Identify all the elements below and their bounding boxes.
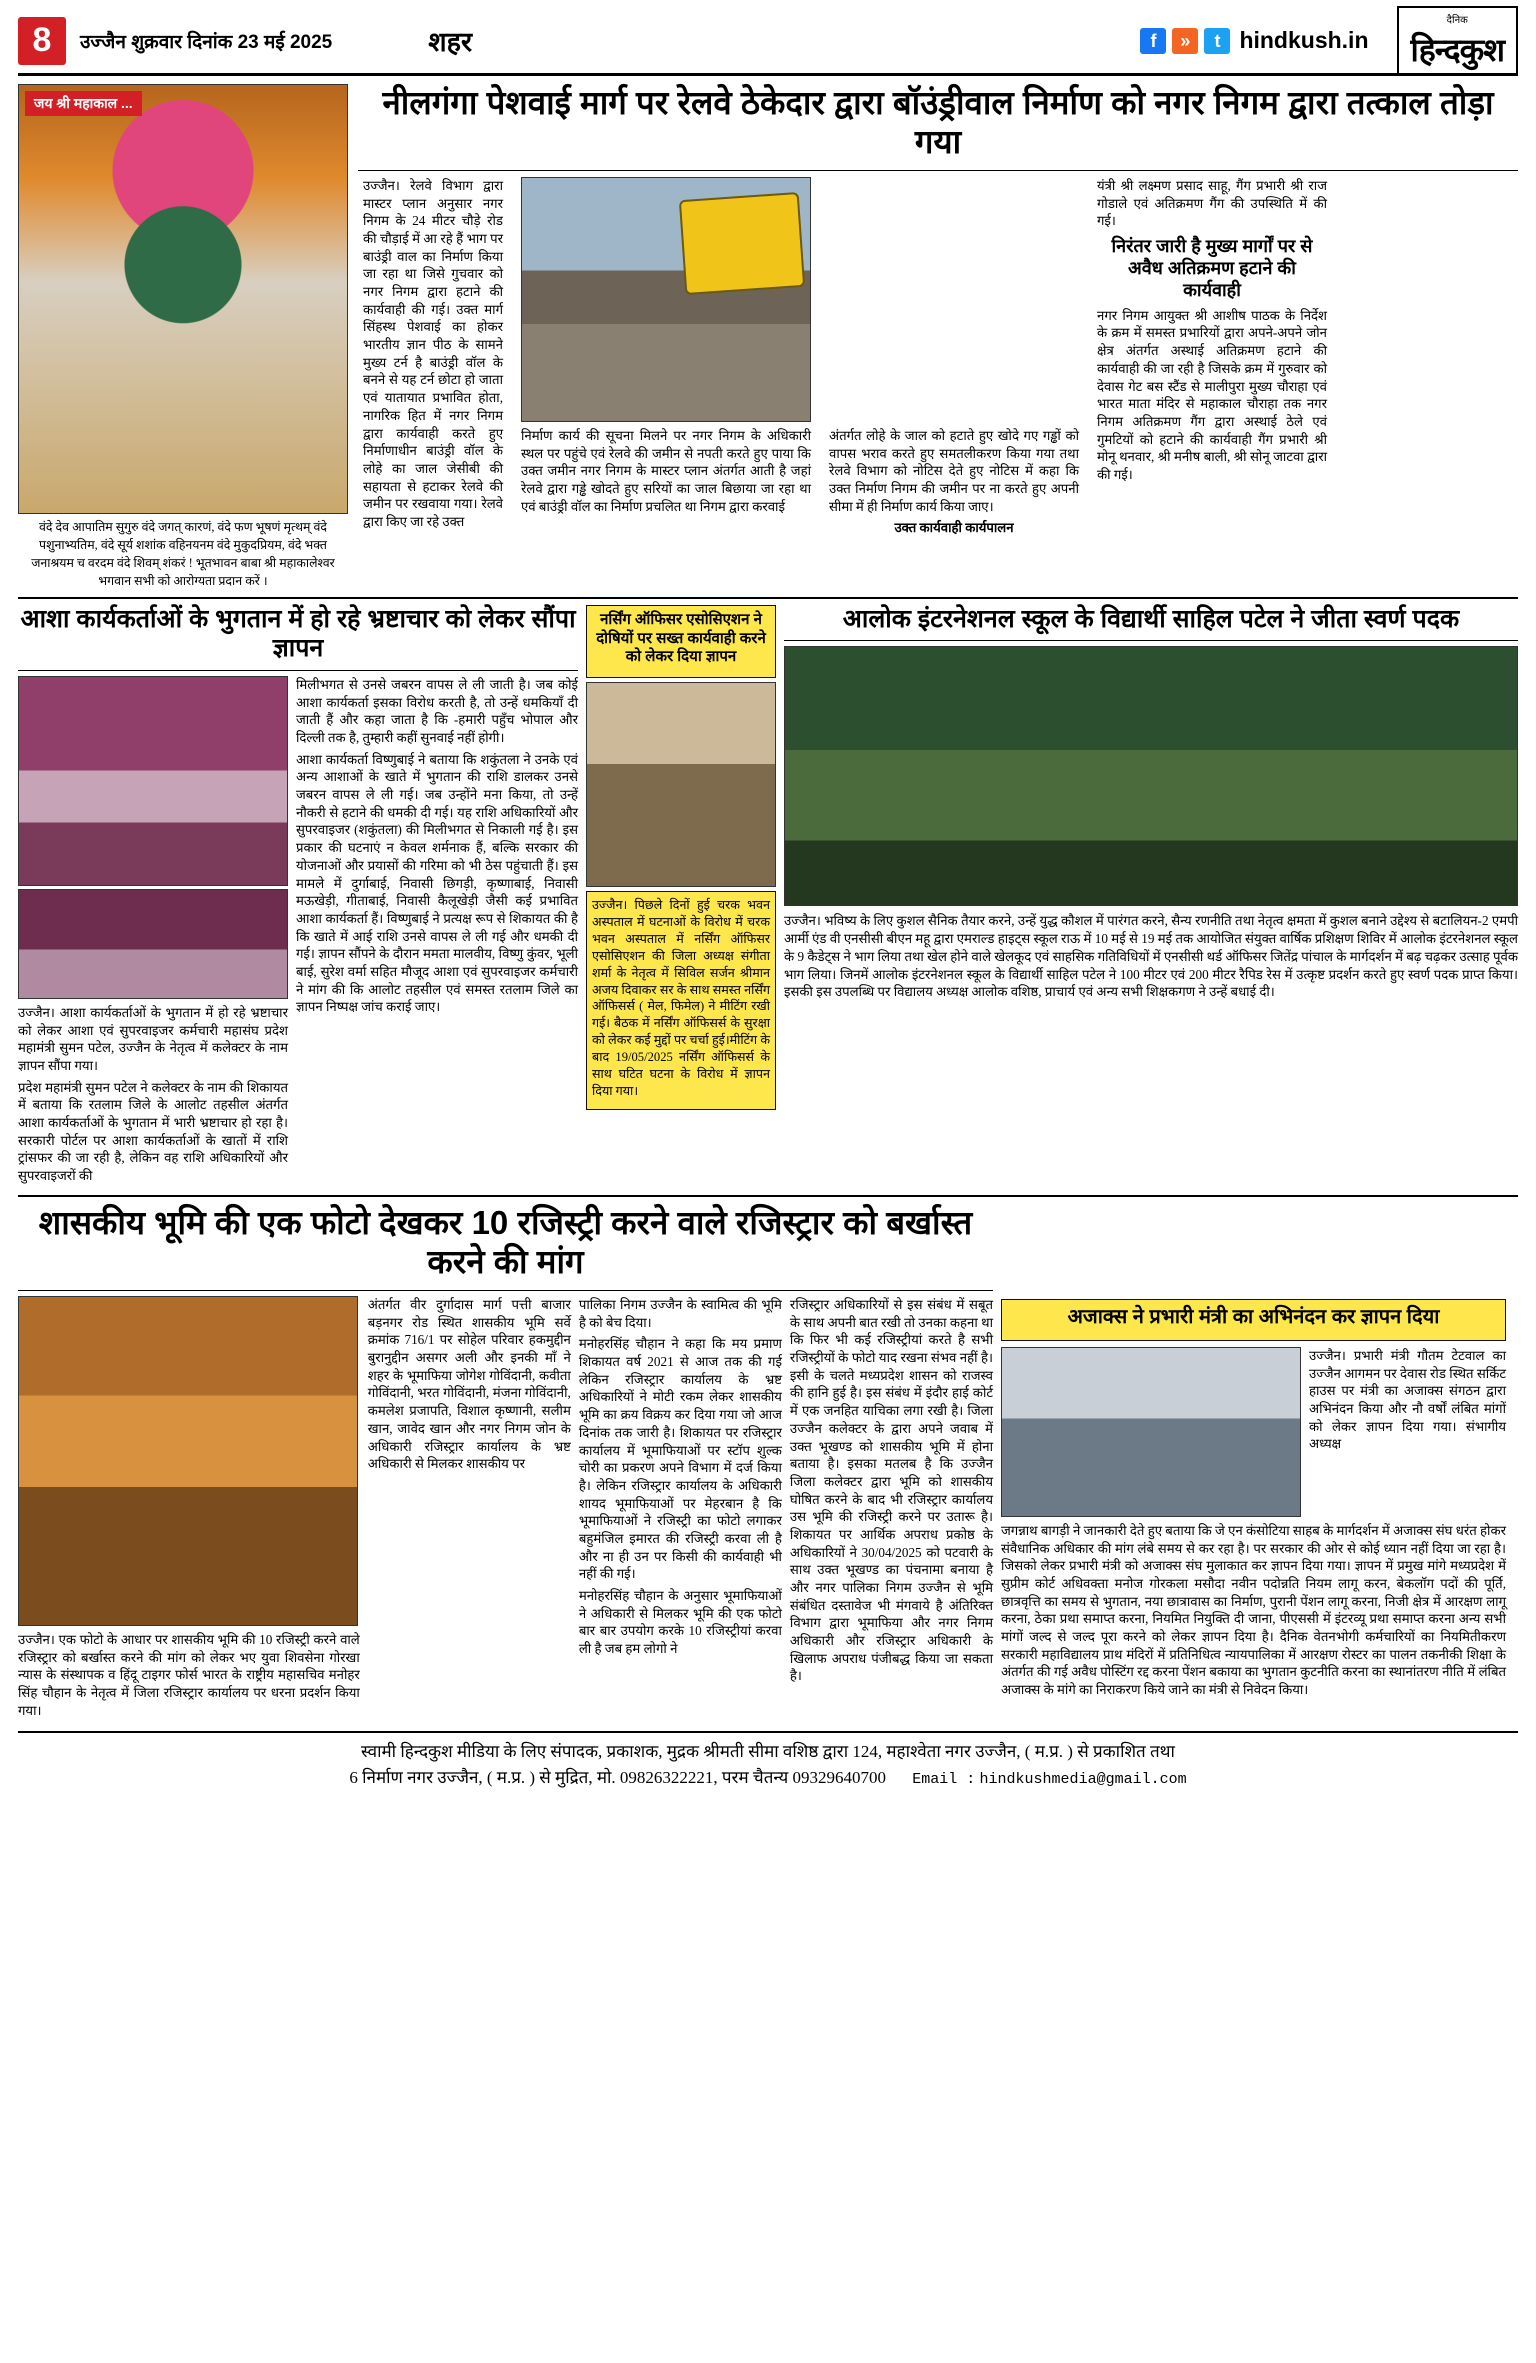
lead-paragraph: नगर निगम आयुक्त श्री आशीष पाठक के निर्देश के क्रम में समस्त प्रभारियों द्वारा अपने-अपने जोन क्षेत्र अंतर्गत अस्थाई अतिक्रमण हटाने की कार्यवाही की जा रही है जिसके क्रम में गुरुवार को देवास गेट बस स्टैंड से मालीपुरा मुख्य चौराहा एवं भारत माता मंदिर से महाकाल चौराहा तक नगर निगम अतिक्रमण गैंग द्वारा अस्थाई ठेले एवं गुमटियों को हटाने की कार्यवाही गैंग प्रभारी श्री मोनू थनवार, श्री मनीष बाली, श्री सोनू जाटवा द्वारा की गई। <box>1097 307 1327 482</box>
registry-story <box>18 1203 993 1724</box>
ajaks-story <box>1001 1203 1506 1724</box>
lead-col-4 <box>1092 177 1332 541</box>
lead-col-1 <box>358 177 508 541</box>
logo-title: हिन्दकुश <box>1410 32 1504 68</box>
school-photo <box>784 646 1518 906</box>
nursing-headline: नर्सिंग ऑफिसर एसोसिएशन ने दोषियों पर सख्त कार्यवाही करने को लेकर दिया ज्ञापन <box>596 610 766 666</box>
nursing-highlight-box <box>586 605 776 678</box>
ajaks-photo-column <box>1001 1347 1301 1517</box>
registry-paragraph: उज्जैन। एक फोटो के आधार पर शासकीय भूमि की 10 रजिस्ट्री करने वाले रजिस्ट्रार को बर्खास्त करने की मांग को लेकर भए युवा शिवसेना गोरखा न्यास के संस्थापक व हिंदू टाइगर फोर्स भारत के राष्ट्रीय महासचिव मनोहर सिंह चौहान के नेतृत्व में जिला रजिस्ट्रार कार्यालय पर धरना प्रदर्शन किया गया। <box>18 1632 360 1718</box>
rss-icon[interactable]: » <box>1172 28 1198 54</box>
page-footer <box>18 1731 1518 1791</box>
page-number: 8 <box>18 17 66 65</box>
registry-paragraph: रजिस्ट्रार अधिकारियों से इस संबंध में सबूत के साथ अपनी बात रखी तो उनका कहना था कि फिर भी कई रजिस्ट्रीयां करते है सभी रजिस्ट्रीयों के फोटो याद रखना संभव नहीं है। इसी के चलते मध्यप्रदेश शासन को राजस्व की हानि हुई है। इस संबंध में इंदौर हाई कोर्ट में एक जनहित याचिका लगा रखी है। जिला उज्जैन कलेक्टर के द्वारा अपने जवाब में उक्त भूखण्ड को शासकीय भूमि में होना बताया है। इसका मतलब है कि उज्जैन जिला कलेक्टर द्वारा भूमि को शासकीय घोषित करने के बाद भी रजिस्ट्रार कार्यालय उस भूमि की रजिस्ट्री करने पर उतारू है। शिकायत पर आर्थिक अपराध प्रकोष्ठ के अधिकारियों ने 30/04/2025 को पटवारी के साथ उक्त भूखण्ड का पंचनामा बनाया है और नगर पालिका निगम उज्जैन से भूमि संबंधित दस्तावेज भी मंगवाये है अंतिरिक्त विभाग द्वारा भूमाफिया और नगर निगम अधिकारी और रजिस्ट्रार अधिकारी के खिलाफ अपराध पंजीबद्ध किया जा सकता है। <box>789 1297 993 1684</box>
lead-paragraph: उज्जैन। रेलवे विभाग द्वारा मास्टर प्लान अनुसार नगर निगम के 24 मीटर चौड़े रोड की चौड़ाई में आ रहे हैं भाग पर बाउंड्री वाल का निर्माण किया जा रहा था जिसे गुचवार को नगर निगम द्वारा हटाने की कार्यवाही की गई। उक्त मार्ग सिंहस्थ पेशवाई का होकर भारतीय ज्ञान पीठ के सामने मुख्य टर्न है बाउंड्री वॉल के बनने से यह टर्न छोटा हो जाता एवं यातायात प्रभावित होता, नागरिक हित में नगर निगम द्वारा कार्यवाही करते हुए निर्माणाधीन बाउंड्री वॉल के लोहे का जाल जेसीबी की सहायता से हटाकर रेलवे की जमीन पर रखवाया गया। रेलवे द्वारा किए जा रहे उक्त <box>363 177 503 529</box>
lead-subheadline: निरंतर जारी है मुख्य मार्गों पर से अवैध अतिक्रमण हटाने की कार्यवाही <box>1111 235 1313 300</box>
devotional-verse: वंदे देव आपातिम सुगुरु वंदे जगत् कारणं, वंदे फण भूषणं मृत्थम् वंदे पशुनाभ्यतिम, वंदे सूर्य शशांक वहिनयनम वंदे मुकुदप्रियम, वंदे भक्त जनाश्रयम च वरदम वंदे शिवम् शंकरं ! भूतभावन बाबा श्री महाकालेश्वर भगवान सभी को आरोग्यता प्रदान करें । <box>31 520 335 588</box>
registry-paragraph: पालिका निगम उज्जैन के स्वामित्व की भूमि है को बेच दिया। <box>578 1297 782 1330</box>
registry-col-2 <box>368 1296 571 1723</box>
masthead-section: शहर <box>428 27 472 57</box>
footer-line-1: स्वामी हिन्दकुश मीडिया के लिए संपादक, प्रकाशक, मुद्रक श्रीमती सीमा वशिष्ठ द्वारा 124, महाश्वेता नगर उज्जैन, ( म.प्र. ) से प्रकाशित तथा <box>361 1742 1175 1762</box>
registry-paragraph: मनोहरसिंह चौहान ने कहा कि मय प्रमाण शिकायत वर्ष 2021 से आज तक की गई लेकिन रजिस्ट्रार कार्यालय के भ्रष्ट अधिकारियों ने मोटी रकम लेकर शासकीय भूमि का क्रय विक्रय कर दिया गया जो आज दिनांक तक जारी है। शिकायत पर रजिस्ट्रार कार्यालय में भूमाफियाओं पर स्टॉप शुल्क चोरी का प्रकरण अपने विभाग में दर्ज किया है। लेकिन रजिस्ट्रार कार्यालय के अधिकारी शायद भूमाफियाओं पर मेहरबान है कि भूमाफियाओं ने रजिस्ट्री का फोटो लगाकर बहुमंजिल इमारत की रजिस्ट्री करवा ली है और ना ही उन पर किसी की कार्यवाही भी नहीं की गई। <box>578 1336 782 1582</box>
footer-line-2: 6 निर्माण नगर उज्जैन, ( म.प्र. ) से मुद्रित, मो. 09826322221, परम चैतन्य 09329640700 <box>349 1767 887 1787</box>
masthead-date: उज्जैन शुक्रवार दिनांक 23 मई 2025 <box>80 31 333 53</box>
logo-sub-label: दैनिक <box>1446 15 1468 26</box>
registry-col-1 <box>18 1296 360 1723</box>
nursing-body-box <box>586 891 776 1110</box>
registry-photo <box>18 1296 358 1626</box>
mahakal-photo <box>18 84 348 514</box>
lead-paragraph: यंत्री श्री लक्ष्मण प्रसाद साहू, गैंग प्रभारी श्री राज गोडाले एवं अतिक्रमण गैंग की उपस्थिति में की गई। <box>1097 177 1327 229</box>
registry-paragraph: मनोहरसिंह चौहान के अनुसार भूमाफियाओं ने अधिकारी से मिलकर भूमि की एक फोटो बार बार उपयोग करके 10 रजिस्ट्रीयां करवा ली है जब हम लोगो ने <box>578 1588 782 1657</box>
masthead <box>18 14 1518 76</box>
website-url[interactable]: hindkush.in <box>1239 27 1369 53</box>
nursing-photo <box>586 682 776 887</box>
second-row <box>18 605 1518 1189</box>
registry-col-3 <box>579 1296 782 1723</box>
school-headline: आलोक इंटरनेशनल स्कूल के विद्यार्थी साहिल पटेल ने जीता स्वर्ण पदक <box>842 604 1460 633</box>
ajaks-headline: अजाक्स ने प्रभारी मंत्री का अभिनंदन कर ज्ञापन दिया <box>1067 1305 1440 1328</box>
nursing-story <box>586 605 776 1189</box>
lead-paragraph-tail: उक्त कार्यवाही कार्यपालन <box>894 520 1014 536</box>
lead-text-column <box>358 84 1518 591</box>
publication-logo <box>1397 6 1519 75</box>
footer-email-label: Email : <box>912 1770 976 1788</box>
ajaks-paragraph: जगन्नाथ बागड़ी ने जानकारी देते हुए बताया कि जे एन कंसोटिया साहब के मार्गदर्शन में अजाक्स संघ धरंत होकर संवैधानिक अधिकार की मांग लंबे समय से कर रहा है। पर सरकार की ओर से कोई ध्यान नहीं दिया जा रहा है। जिसको लेकर प्रभारी मंत्री को अजाक्स संघ मुलाकात कर ज्ञापन दिया गया। ज्ञापन में प्रमुख मांगे मध्यप्रदेश में सुप्रीम कोर्ट अधिवक्ता मनोज गोरकला मसौदा नवीन पदोन्नति नियम लागू करन, बेकलॉग पदों की पूर्ति, छात्रवृत्ति का समय से भुगतान, नया छात्रावास का निर्माण, पुरानी पेंशन लागू करना, निजी क्षेत्र में आरक्षण लागू करना, ठेका प्रथा समाप्त करना, नियमित नियुक्ति दी जाना, पीएससी में इंटरव्यू प्रथा समाप्त करना अन्य सभी मांगों जल्द से जल्द पूरा करने को लेकर ज्ञापन दिया है। दैनिक वेतनभोगी कर्मचारियों का नियमितीकरण सरकारी महाविद्यालय प्राथ मंदिरों में प्रतिनिधित्व न्यायपालिका में आरक्षण रोस्टर का पालन तकनीकी शिक्षा के अंतर्गत की गई अवैध पोस्टिंग रद्द करना पेंशन बकाया का भुगतान कुटनीति करना का स्थानांतरण नीति में लंबित अजाक्स के मांगे का निराकरण किये जाने का मंत्री से निवेदन किया। <box>1001 1522 1506 1697</box>
demolition-photo <box>521 177 811 422</box>
asha-paragraph: मिलीभगत से उनसे जबरन वापस ले ली जाती है। जब कोई आशा कार्यकर्ता इसका विरोध करती है, तो उन्हें धमकियाँ दी जाती हैं और कहा जाता है कि -हमारी पहुँच भोपाल और दिल्ली तक है, तुम्हारी कहीं सुनवाई नहीं होगी। <box>296 676 578 745</box>
nursing-paragraph: उज्जैन। पिछले दिनों हुई चरक भवन अस्पताल में घटनाओं के विरोध में चरक भवन अस्पताल में नर्सिंग ऑफिसर एसोसिएशन की जिला अध्यक्ष संगीता शर्मा के नेतृत्व में सिविल सर्जन श्रीमान अजय दिवाकर सर के साथ समस्त नर्सिंग ऑफिसर्स ( मेल, फिमेल) ने मीटिंग रखी गई। बैठक में नर्सिंग ऑफिसर्स के सुरक्षा को लेकर कई मुद्दों पर चर्चा हुई।मीटिंग के बाद 19/05/2025 नर्सिंग ऑफिसर्स के साथ घटित घटना के विरोध में ज्ञापन दिया गया। <box>592 898 770 1098</box>
registry-paragraph: अंतर्गत वीर दुर्गादास मार्ग पत्ती बाजार बड़नगर रोड स्थित शासकीय भूमि सर्वे क्रमांक 716/1 पर सोहेल परिवार हकमुद्दीन बुरानुद्दीन असगर अली और इनकी माँ ने शहर के भूमाफिया जोगेश गोविंदानी, कवीता गोविंदानी, भरत गोविंदानी, मंजना गोविंदानी, कमलेश प्रजापति, विशाल कृष्णानी, सलीम खान, जावेद खान और नगर निगम जोन के अधिकारी रजिस्ट्रार कार्यालय के भ्रष्ट अधिकारी से मिलकर शासकीय पर <box>367 1297 571 1472</box>
ajaks-photo <box>1001 1347 1301 1517</box>
lead-paragraph: निर्माण कार्य की सूचना मिलने पर नगर निगम के अधिकारी स्थल पर पहुंचे एवं रेलवे की जमीन से नपती करते हुए पाया कि उक्त जमीन नगर निगम के मास्टर प्लान अंतर्गत आती है जहां रेलवे द्वारा गड्ढे खोदते हुए सरियों का जाल बिछाया जा रहा था एवं बाउंड्री वॉल का निर्माण प्रचलित था निगम द्वारा करवाई <box>521 427 811 514</box>
asha-photo-1 <box>18 676 288 886</box>
lead-photo-column <box>18 84 348 591</box>
registry-headline: शासकीय भूमि की एक फोटो देखकर 10 रजिस्ट्री करने वाले रजिस्ट्रार को बर्खास्त करने की मांग <box>38 1203 973 1281</box>
ajaks-headline-box <box>1001 1299 1506 1341</box>
asha-paragraph: उज्जैन। आशा कार्यकर्ताओं के भुगतान में हो रहे भ्रष्टाचार को लेकर आशा एवं सुपरवाइजर कर्मचारी महासंघ प्रदेश महामंत्री सुमन पटेल, उज्जैन के नेतृत्व में कलेक्टर के नाम ज्ञापन सौंपा गया। <box>18 1004 288 1073</box>
footer-email[interactable]: hindkushmedia@gmail.com <box>979 1770 1187 1788</box>
registry-col-4 <box>790 1296 993 1723</box>
asha-text-column <box>296 676 578 1189</box>
asha-paragraph: प्रदेश महामंत्री सुमन पटेल ने कलेक्टर के नाम की शिकायत में बताया कि रतलाम जिले के आलोट तहसील अंतर्गत आशा कार्यकर्ताओं के भुगतान में भारी भ्रष्टाचार हो रहा है। सरकारी पोर्टल पर आशा कार्यकर्ताओं के खातों में राशि ट्रांसफर की जा रही है, लेकिन वह राशि अधिकारियों और सुपरवाइजरों की <box>18 1079 288 1184</box>
asha-paragraph: आशा कार्यकर्ता विष्णुबाई ने बताया कि शकुंतला ने उनके एवं अन्य आशाओं के खाते में भुगतान की राशि डालकर उनसे जबरन वापस ले ली गई। जब उन्होंने मना किया, तो उन्हें नौकरी से हटाने की धमकी दी गई। यह राशि अधिकारियों और सुपरवाइजर (शकुंतला) की मिलीभगत से निकाली गई है। इस प्रकार की घटनाएं न केवल शर्मनाक हैं, बल्कि सरकार की योजनाओं और प्रयासों की गरिमा को भी ठेस पहुंचाती हैं। इस मामले में दुर्गाबाई, निवासी छिगड़ी, कृष्णाबाई, निवासी मऊखेड़ी, गीताबाई, निवासी कैलूखेड़ी जैसी कई प्रभावित आशा कार्यकर्ता हैं। विष्णुबाई ने प्रत्यक्ष रूप से शिकायत की है कि खाते में आई राशि उनसे वापस ले ली गई और धमकी दी गई। ज्ञापन सौंपने के दौरान ममता मालवीय, विष्णु कुंवर, भूली बाई, सुरेश वर्मा सहित मौजूद आशा एवं सुपरवाइजर कर्मचारी ने मांग की कि आलोट तहसील एवं समस्त रतलाम जिले का ज्ञापन निष्पक्ष जांच कराई जाए। <box>296 751 578 1015</box>
school-paragraph: उज्जैन। भविष्य के लिए कुशल सैनिक तैयार करने, उन्हें युद्ध कौशल में पारंगत करने, सैन्य रणनीति तथा नेतृत्व क्षमता में कुशल बनाने उद्देश्य से बटालियन-2 एमपी आर्मी एंड वी एनसीसी बीएन महू द्वारा एमराल्ड हाइट्स स्कूल राऊ में 10 मई से 19 मई तक आयोजित संयुक्त वार्षिक प्रशिक्षण शिविर में आलोक इंटरनेशनल स्कूल के 9 कैडेट्स ने भाग लिया तथा खेल होने वाले खेलकूद एवं साहसिक गतिविधियों में एनसीसी थर्ड ऑफिसर जितेंद्र पांचाल के मार्गदर्शन में बढ़ चढ़कर उत्साह पूर्वक भाग लिया। जिनमें आलोक इंटरनेशनल स्कूल के विद्यार्थी साहिल पटेल ने 100 मीटर एवं 200 मीटर रैपिड रेस में उत्कृष्ट प्रदर्शन करते हुए स्वर्ण पदक प्राप्त किया। इसकी इस उपलब्धि पर विद्यालय अध्यक्ष आलोक वशिष्ठ, प्राचार्य एवं अन्य सभी शिक्षकगण ने उन्हें बधाई दी। <box>784 913 1518 1000</box>
social-links <box>1140 6 1518 75</box>
lead-story <box>18 84 1518 591</box>
asha-story <box>18 605 578 1189</box>
asha-photo-2 <box>18 889 288 999</box>
school-story <box>784 605 1518 1189</box>
lead-paragraph: अंतर्गत लोहे के जाल को हटाते हुए खोदे गए गड्ढों को वापस भराव करते हुए समतलीकरण किया गया तथा रेलवे विभाग को नोटिस देते हुए नोटिस में कहा कि उक्त निर्माण निगम की जमीन पर ना करते हुए अपनी सीमा में ही निर्माण कार्य किया जाए। <box>829 427 1079 514</box>
excavator-shape <box>679 192 805 295</box>
ajaks-paragraph: उज्जैन। प्रभारी मंत्री गौतम टेटवाल का उज्जैन आगमन पर देवास रोड स्थित सर्किट हाउस पर मंत्री का अजाक्स संगठन द्वारा अभिनंदन किया और नौ वर्षों लंबित मांगों को लेकर ज्ञापन दिया गया। संभागीय अध्यक्ष <box>1309 1347 1506 1452</box>
asha-photo-column <box>18 676 288 1189</box>
photo-tag: जय श्री महाकाल ... <box>25 91 142 116</box>
ajaks-col-1 <box>1309 1347 1506 1517</box>
third-row <box>18 1203 1518 1724</box>
lead-col-2 <box>516 177 816 541</box>
facebook-icon[interactable]: f <box>1140 28 1166 54</box>
lead-headline: नीलगंगा पेशवाई मार्ग पर रेलवे ठेकेदार द्वारा बॉउंड्रीवाल निर्माण को नगर निगम द्वारा तत्काल तोड़ा गया <box>382 84 1494 160</box>
twitter-icon[interactable]: t <box>1204 28 1230 54</box>
asha-headline: आशा कार्यकर्ताओं के भुगतान में हो रहे भ्रष्टाचार को लेकर सौंपा ज्ञापन <box>20 604 576 663</box>
lead-col-3 <box>824 177 1084 541</box>
